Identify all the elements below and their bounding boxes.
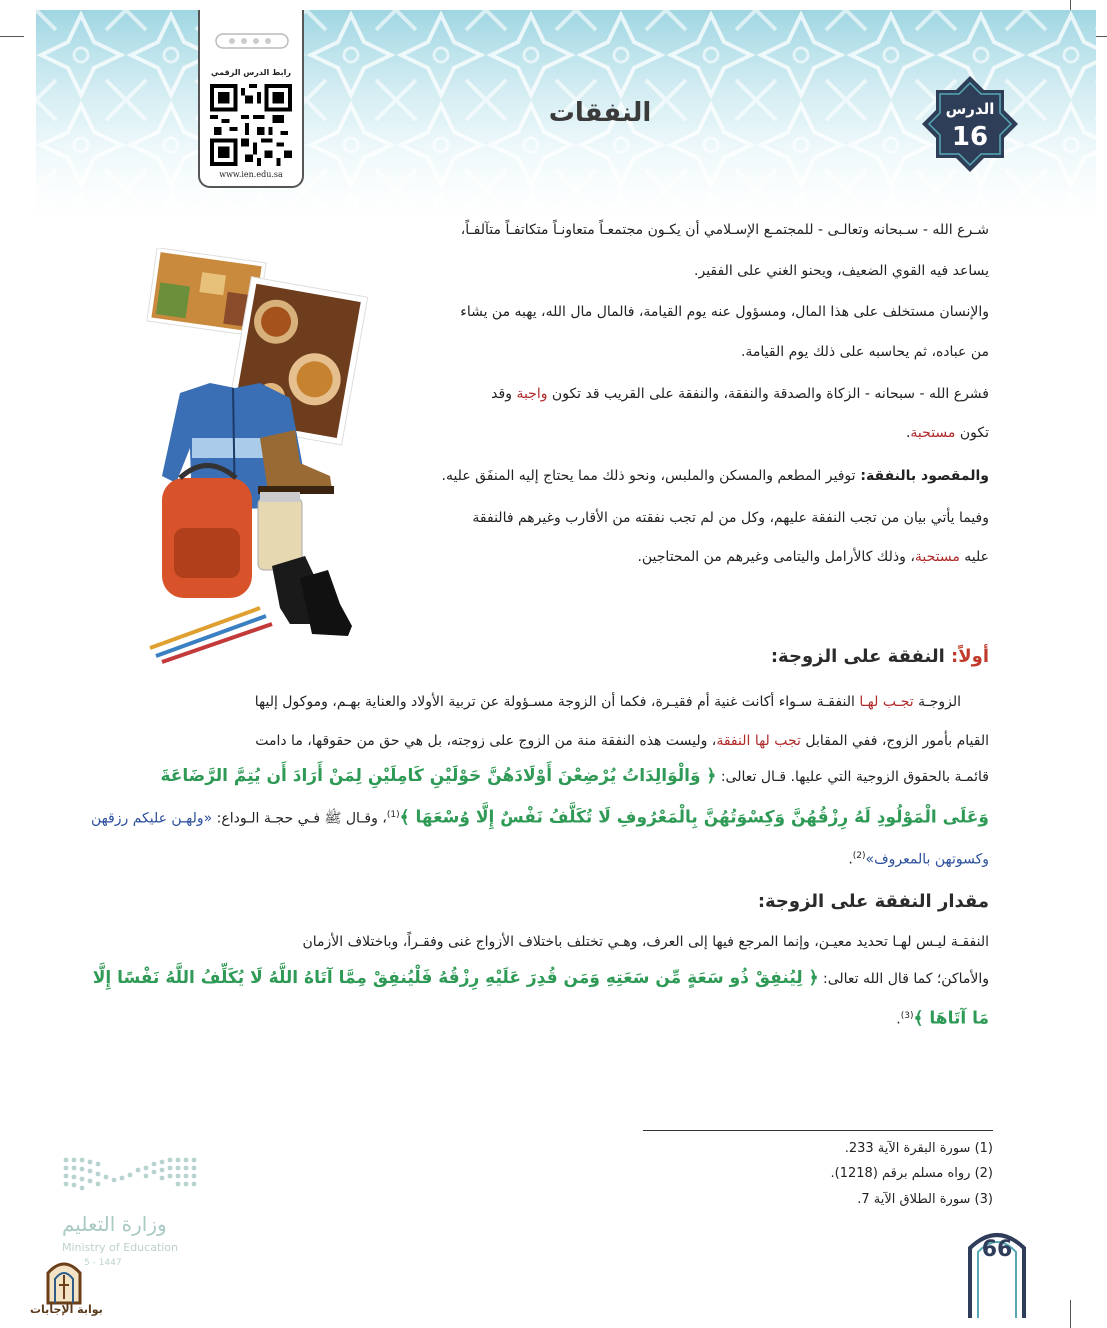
text: . (896, 1011, 901, 1028)
text: والأماكن؛ كما قال الله تعالى: (818, 971, 989, 987)
text: قائمـة بالحقوق الزوجية التي عليها. قـال تعالى: (716, 769, 989, 785)
ministry-logo-dots-icon (54, 1150, 204, 1210)
page-number-badge-icon (966, 1218, 1028, 1318)
text: عليه (959, 549, 989, 565)
pencils-image (150, 608, 272, 662)
section-title-wife-expenses (771, 646, 989, 667)
text: وقد (491, 386, 517, 402)
quran-verse: مَا آتَاهَا ﴾ (913, 1008, 989, 1029)
footnote-ref[interactable]: (2) (852, 851, 866, 861)
ornament-icon (202, 16, 302, 66)
crop-mark (0, 36, 24, 37)
ministry-year: 5 - 1447 (84, 1258, 122, 1268)
text: النفقـة سـواء أكانت غنية أم فقيـرة، فكما أن الزوجة مسـؤولة عن تربية الأولاد والعناية بهـم، وموكول إليها (254, 694, 860, 710)
answers-portal-label[interactable]: بوابة الإجابات (30, 1303, 103, 1316)
qr-card[interactable] (198, 10, 304, 188)
section-ordinal: أولاً: (944, 646, 989, 667)
jar-image (258, 492, 302, 570)
intro-line: من عباده، ثم يحاسبه على ذلك يوم القيامة. (740, 344, 989, 360)
section-title-amount: مقدار النفقة على الزوجة: (757, 891, 989, 912)
hadith-text: وكسوتهن بالمعروف» (865, 851, 989, 868)
body-line (93, 968, 989, 989)
body-line (91, 805, 989, 829)
definition-term: والمقصود بالنفقة: (855, 468, 989, 484)
lesson-label: الدرس (945, 100, 995, 118)
quran-verse: ﴿ لِيُنفِقْ ذُو سَعَةٍ مِّن سَعَتِهِ وَمَن قُدِرَ عَلَيْهِ رِزْقُهُ فَلْيُنفِقْ مِمَّا آتَاهُ اللَّهُ لَا يُكَلِّفُ اللَّهُ نَفْسًا إِلَّا (92, 968, 819, 988)
footnote-3: (3) سورة الطلاق الآية 7. (857, 1192, 993, 1207)
text: الزوجـة (913, 694, 961, 710)
footnote-1: (1) سورة البقرة الآية 233. (844, 1141, 993, 1156)
quran-verse: وَعَلَى الْمَوْلُودِ لَهُ رِزْقُهُنَّ وَكِسْوَتُهُنَّ بِالْمَعْرُوفِ لَا تُكَلَّفُ نَفْسٌ إِلَّا وُسْعَهَا ﴾ (399, 807, 989, 828)
footnote-ref[interactable]: (3) (900, 1011, 914, 1021)
ministry-name-en: Ministry of Education (62, 1241, 179, 1254)
intro-line: وفيما يأتي بيان من تجب النفقة عليهم، وكل من لم تجب نفقته من الأقارب وغيرهم فالنفقة (472, 510, 989, 526)
intro-line (491, 384, 989, 404)
section-title-text: النفقة على الزوجة: (770, 646, 945, 667)
ministry-name-ar: وزارة التعليم (62, 1212, 167, 1236)
text: تكون (955, 425, 989, 441)
footnote-divider (643, 1130, 993, 1131)
highlight-mustahabba: مستحبة (914, 549, 960, 565)
backpack-image (162, 466, 252, 599)
text: توفير المطعم والمسكن والملبس، ونحو ذلك مما يحتاج إليه المنفَق عليه. (441, 468, 856, 484)
text: فشرع الله - سبحانه - الزكاة والصدقة والنفقة، والنفقة على القريب قد تكون (547, 386, 989, 402)
page-title: النفقات (548, 98, 652, 128)
highlight: تجب لها النفقة (716, 733, 801, 749)
shoes-image (272, 556, 352, 636)
intro-line (637, 547, 989, 567)
highlight: تجـب لهـا (859, 694, 914, 710)
definition-line (442, 466, 990, 486)
body-line (896, 1006, 989, 1030)
intro-line: والإنسان مستخلف على هذا المال، ومسؤول عنه يوم القيامة، فالمال مال الله، يهبه من يشاء (460, 304, 989, 320)
footnote-ref[interactable]: (1) (386, 810, 400, 820)
body-line (255, 731, 989, 751)
body-line (848, 846, 989, 870)
text: ، وذلك كالأرامل واليتامى وغيرهم من المحتاجين. (637, 549, 915, 565)
text: ، وقـال ﷺ فـي حجـة الـوداع: (212, 810, 387, 827)
qr-title: رابط الدرس الرقمي (211, 68, 291, 77)
body-line (160, 766, 989, 787)
qr-url[interactable]: www.ien.edu.sa (219, 170, 283, 179)
qr-code-icon[interactable] (210, 84, 292, 166)
text: ، وليست هذه النفقة منة من الزوج على زوجته، بل هي حق من حقوقها، ما دامت (255, 733, 717, 749)
lesson-number: 16 (951, 122, 989, 152)
quran-verse: ﴿ وَالْوَالِدَاتُ يُرْضِعْنَ أَوْلَادَهُنَّ حَوْلَيْنِ كَامِلَيْنِ لِمَنْ أَرَادَ أَن يُتِمَّ الرَّضَاعَةَ (160, 766, 717, 786)
text: . (905, 425, 911, 441)
intro-line: شـرع الله - سـبحانه وتعالـى - للمجتمـع الإسـلامي أن يكـون مجتمعـاً متعاونـاً متكاتفـاً متآلفـاً، (460, 222, 989, 238)
page-number: 66 (981, 1237, 1013, 1262)
crop-mark (1070, 1300, 1071, 1328)
footnote-2: (2) رواه مسلم برقم (1218). (830, 1166, 993, 1181)
text: القيام بأمور الزوج، ففي المقابل (800, 733, 989, 749)
text: . (848, 851, 853, 868)
highlight-mustahabba: مستحبة (910, 425, 956, 441)
highlight-wajiba: واجبة (516, 386, 548, 402)
body-line: النفقـة ليـس لهـا تحديد معيـن، وإنما المرجع فيها إلى العرف، وهـي تختلف باختلاف الأزواج غنى وفقـراً، وباختلاف الأزمان (302, 934, 989, 950)
body-line (255, 692, 961, 712)
intro-line (906, 423, 989, 443)
expenses-photo-collage (140, 248, 370, 668)
hadith-text: «ولهـن عليكم رزقهن (90, 810, 213, 827)
intro-line: يساعد فيه القوي الضعيف، ويحنو الغني على الفقير. (694, 263, 989, 279)
